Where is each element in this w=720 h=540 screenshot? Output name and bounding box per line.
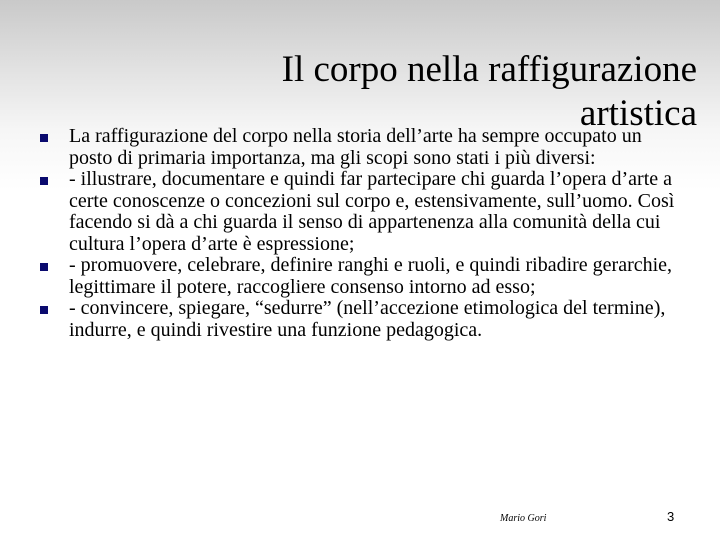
square-bullet-icon [40,306,48,314]
bullet-text: - convincere, spiegare, “sedurre” (nell’accezione etimologica del termine), indurre, e quindi rivestire una funzione pedagogica. [69,297,666,341]
bullet-list [40,126,690,341]
square-bullet-icon [40,134,48,142]
list-item [40,255,690,298]
bullet-text: - promuovere, celebrare, definire ranghi e ruoli, e quindi ribadire gerarchie, legittimare il potere, raccogliere consenso intorno ad esso; [69,254,673,298]
list-item [40,126,690,169]
bullet-text: - illustrare, documentare e quindi far partecipare chi guarda l’opera d’arte a certe conoscenze o concezioni sul corpo e, estensivamente, sull’uomo. Così facendo si dà a chi guarda il senso di appartenenza alla comunità della cui cultura l’opera d’arte è espressione; [69,168,675,255]
footer-author: Mario Gori [500,513,547,524]
square-bullet-icon [40,177,48,185]
slide-title: Il corpo nella raffigurazione artistica [281,49,697,134]
list-item [40,298,690,341]
page-number: 3 [667,509,675,524]
bullet-text: La raffigurazione del corpo nella storia dell’arte ha sempre occupato un posto di primaria importanza, ma gli scopi sono stati i più diversi: [69,125,642,169]
square-bullet-icon [40,263,48,271]
list-item [40,169,690,255]
